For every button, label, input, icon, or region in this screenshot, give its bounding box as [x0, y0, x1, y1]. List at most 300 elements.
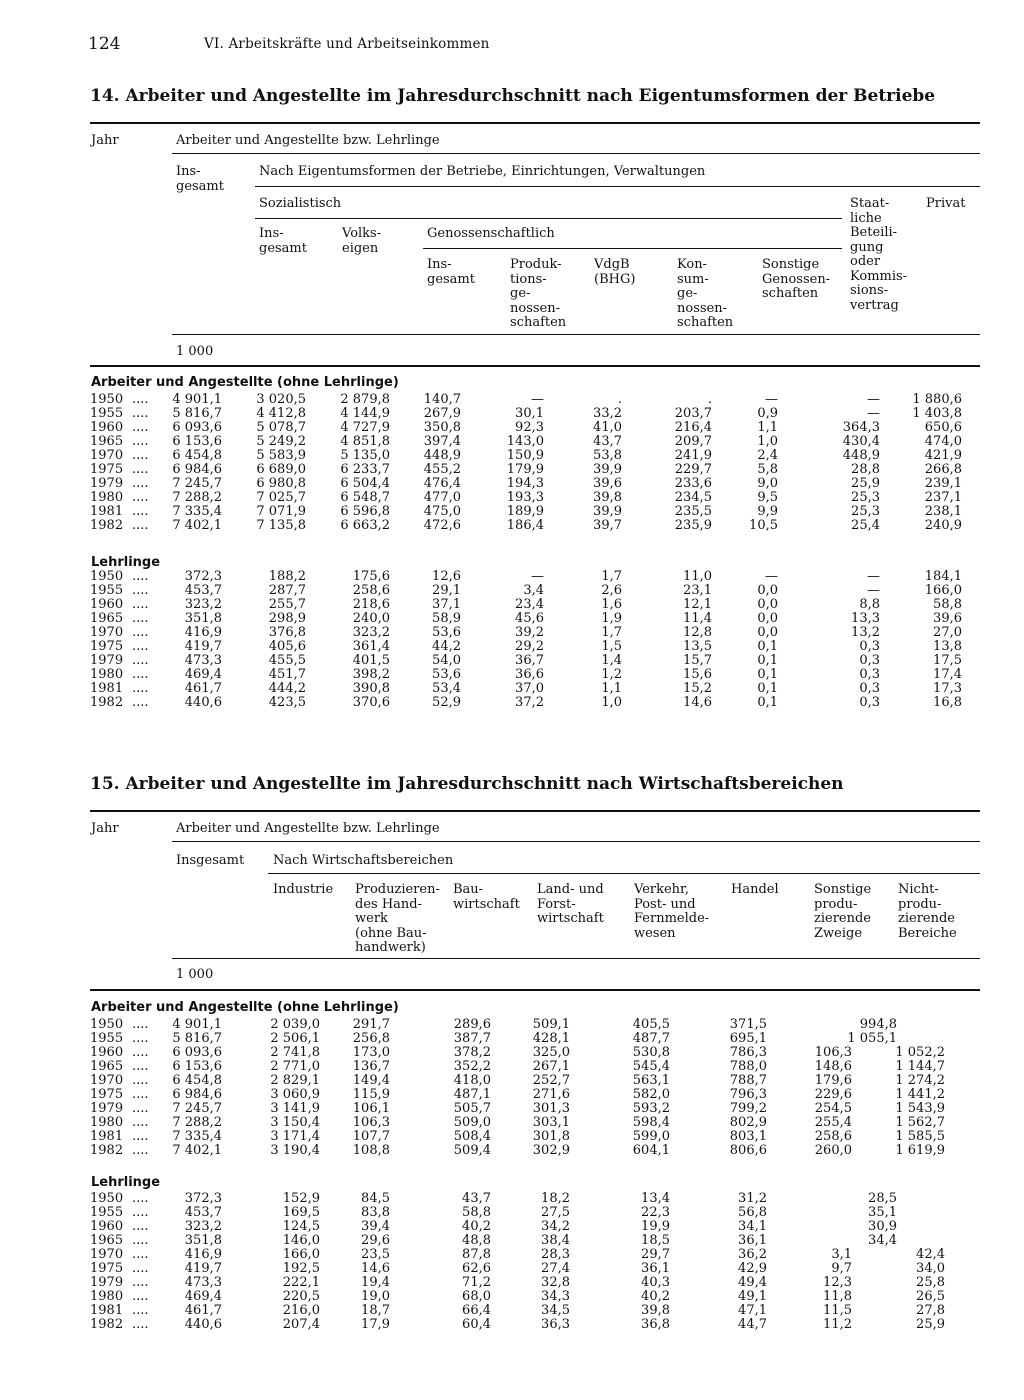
rule	[90, 122, 980, 124]
table-cell: 7 071,9	[256, 504, 306, 519]
table-cell: 444,2	[268, 681, 306, 696]
table-cell: 29,6	[361, 1233, 390, 1248]
table-cell: 184,1	[924, 569, 962, 584]
table-cell: 37,1	[432, 597, 461, 612]
year-cell: 1982	[90, 695, 124, 710]
header-line: schaften	[677, 315, 734, 330]
table-cell: 17,9	[361, 1317, 390, 1332]
table-cell: —	[867, 583, 880, 598]
leader-dots: ....	[132, 1129, 149, 1144]
table-cell: 2,4	[757, 448, 778, 463]
table-cell: 509,1	[532, 1017, 570, 1032]
year-cell: 1965	[90, 1059, 124, 1074]
leader-dots: ....	[132, 1101, 149, 1116]
table-cell: 440,6	[184, 1317, 222, 1332]
table-cell: 13,2	[851, 625, 880, 640]
table-cell: 0,1	[757, 695, 778, 710]
table-cell: 22,3	[641, 1205, 670, 1220]
table-cell: 258,6	[352, 583, 390, 598]
table-cell: 2 829,1	[270, 1073, 320, 1088]
table-cell: 7 025,7	[256, 490, 306, 505]
table-cell: —	[867, 406, 880, 421]
table-cell: 1,4	[601, 653, 622, 668]
leader-dots: ....	[132, 1247, 149, 1262]
section-label: Lehrlinge	[91, 1175, 161, 1190]
table-cell: 271,6	[532, 1087, 570, 1102]
table-cell: 6 980,8	[256, 476, 306, 491]
table-cell: 7 288,2	[172, 490, 222, 505]
table-cell: 42,4	[916, 1247, 945, 1262]
table-cell: 36,1	[738, 1233, 767, 1248]
table-cell: 12,3	[823, 1275, 852, 1290]
table-cell: 994,8	[859, 1017, 897, 1032]
table-cell: 124,5	[282, 1219, 320, 1234]
table-cell: 19,4	[361, 1275, 390, 1290]
table-cell: 209,7	[674, 434, 712, 449]
table-cell: 17,4	[933, 667, 962, 682]
header-line: ge-	[677, 286, 698, 301]
table-cell: 234,5	[674, 490, 712, 505]
table-cell: 418,0	[453, 1073, 491, 1088]
table-cell: 222,1	[282, 1275, 320, 1290]
table-cell: 323,2	[184, 597, 222, 612]
table-row	[90, 696, 980, 710]
table-cell: —	[867, 392, 880, 407]
col-handwerk	[355, 883, 440, 956]
table-cell: 0,0	[757, 597, 778, 612]
year-cell: 1970	[90, 625, 124, 640]
header-line: werk	[355, 911, 388, 926]
header-line: schaften	[510, 315, 567, 330]
year-cell: 1982	[90, 1143, 124, 1158]
year-cell: 1950	[90, 569, 124, 584]
table-cell: 25,3	[851, 504, 880, 519]
year-cell: 1970	[90, 1073, 124, 1088]
col-sonstige-zweige	[814, 883, 871, 941]
table-cell: 12,6	[432, 569, 461, 584]
table-cell: 193,3	[506, 490, 544, 505]
table-row	[90, 463, 980, 477]
year-cell: 1975	[90, 1261, 124, 1276]
table-cell: 6 984,6	[172, 462, 222, 477]
table-cell: 13,8	[933, 639, 962, 654]
table-cell: 803,1	[729, 1129, 767, 1144]
table-cell: 173,0	[352, 1045, 390, 1060]
header-line: gesamt	[427, 271, 475, 287]
table-cell: 25,8	[916, 1275, 945, 1290]
table-cell: 39,8	[641, 1303, 670, 1318]
rule	[90, 365, 980, 367]
table-cell: 416,9	[184, 1247, 222, 1262]
table-cell: 509,4	[453, 1143, 491, 1158]
table-cell: 56,8	[738, 1205, 767, 1220]
table-cell: 6 153,6	[172, 1059, 222, 1074]
table-cell: 6 454,8	[172, 1073, 222, 1088]
table-cell: 52,9	[432, 695, 461, 710]
table-cell: 451,7	[268, 667, 306, 682]
table-cell: 796,3	[729, 1087, 767, 1102]
table-cell: 397,4	[423, 434, 461, 449]
table-row	[90, 1018, 980, 1032]
table-cell: 37,0	[515, 681, 544, 696]
table-cell: 220,5	[282, 1289, 320, 1304]
table-cell: 39,6	[593, 476, 622, 491]
table-cell: 140,7	[423, 392, 461, 407]
table-cell: 39,7	[593, 518, 622, 533]
table-cell: 169,5	[282, 1205, 320, 1220]
table-cell: 108,8	[352, 1143, 390, 1158]
table-cell: 455,5	[268, 653, 306, 668]
table-cell: 39,4	[361, 1219, 390, 1234]
header-line: Bereiche	[898, 925, 957, 941]
table-cell: 44,2	[432, 639, 461, 654]
table-cell: —	[531, 392, 544, 407]
table-row	[90, 1074, 980, 1088]
table-cell: 150,9	[506, 448, 544, 463]
table-cell: 3 171,4	[270, 1129, 320, 1144]
table-cell: 33,2	[593, 406, 622, 421]
table-cell: 62,6	[462, 1261, 491, 1276]
rule	[255, 186, 980, 187]
table-row	[90, 1060, 980, 1074]
header-line: produ-	[898, 896, 942, 912]
header-line: zierende	[814, 911, 871, 926]
table-cell: 416,9	[184, 625, 222, 640]
table-row	[90, 1262, 980, 1276]
table-cell: 107,7	[352, 1129, 390, 1144]
table-cell: 5 078,7	[256, 420, 306, 435]
table-cell: 42,9	[738, 1261, 767, 1276]
table-row	[90, 491, 980, 505]
table-cell: 421,9	[924, 448, 962, 463]
table-cell: 39,9	[593, 504, 622, 519]
table-cell: 5,8	[757, 462, 778, 477]
table-cell: 83,8	[361, 1205, 390, 1220]
header-line: (BHG)	[594, 271, 636, 287]
table-cell: 472,6	[423, 518, 461, 533]
table-cell: 351,8	[184, 611, 222, 626]
table-cell: 27,4	[541, 1261, 570, 1276]
col-insgesamt	[176, 165, 224, 194]
table-cell: 17,3	[933, 681, 962, 696]
unit-label: 1 000	[176, 967, 214, 982]
table-cell: 1 562,7	[895, 1115, 945, 1130]
table-cell: 0,9	[757, 406, 778, 421]
table-cell: 1,0	[601, 695, 622, 710]
table-cell: 6 689,0	[256, 462, 306, 477]
table-row	[90, 1248, 980, 1262]
table-cell: 13,4	[641, 1191, 670, 1206]
table-cell: 2 506,1	[270, 1031, 320, 1046]
unit-label: 1 000	[176, 344, 214, 359]
table-row	[90, 668, 980, 682]
running-head: VI. Arbeitskräfte und Arbeitseinkommen	[204, 36, 490, 52]
table-cell: 36,1	[641, 1261, 670, 1276]
table-cell: 0,3	[859, 653, 880, 668]
table-cell: 41,0	[593, 420, 622, 435]
table-cell: 1 619,9	[895, 1143, 945, 1158]
table-cell: 563,1	[632, 1073, 670, 1088]
year-cell: 1975	[90, 462, 124, 477]
leader-dots: ....	[132, 1317, 149, 1332]
table-cell: 461,7	[184, 1303, 222, 1318]
table-cell: 419,7	[184, 639, 222, 654]
header-line: (ohne Bau-	[355, 925, 427, 941]
table-row	[90, 1116, 980, 1130]
table-cell: 0,3	[859, 639, 880, 654]
table-cell: 0,1	[757, 681, 778, 696]
table-cell: 440,6	[184, 695, 222, 710]
table-cell: 49,1	[738, 1289, 767, 1304]
table-cell: 361,4	[352, 639, 390, 654]
header-line: Genossen-	[762, 271, 831, 287]
header-line: nossen-	[677, 300, 728, 316]
table-cell: 1,6	[601, 597, 622, 612]
table-cell: 218,6	[352, 597, 390, 612]
table-cell: 15,7	[683, 653, 712, 668]
col-sonstige-genossenschaften	[762, 258, 830, 302]
table-row	[90, 584, 980, 598]
table-cell: 267,1	[532, 1059, 570, 1074]
table-cell: 25,9	[851, 476, 880, 491]
header-line: liche	[850, 210, 882, 226]
col-industrie: Industrie	[273, 882, 334, 897]
table-cell: 258,6	[814, 1129, 852, 1144]
leader-dots: ....	[132, 490, 149, 505]
leader-dots: ....	[132, 1303, 149, 1318]
table-row	[90, 598, 980, 612]
table-cell: 372,3	[184, 1191, 222, 1206]
table-row	[90, 1276, 980, 1290]
table-cell: 49,4	[738, 1275, 767, 1290]
table-row	[90, 1192, 980, 1206]
table-cell: 3 020,5	[256, 392, 306, 407]
table-cell: .	[617, 392, 622, 407]
table-cell: 0,0	[757, 625, 778, 640]
header-line: sum-	[677, 271, 709, 287]
table-cell: 1 055,1	[847, 1031, 897, 1046]
table-cell: 32,8	[541, 1275, 570, 1290]
table-cell: 53,6	[432, 667, 461, 682]
table-cell: 25,3	[851, 490, 880, 505]
table-cell: 4 727,9	[340, 420, 390, 435]
table-cell: 1,2	[601, 667, 622, 682]
table-cell: 0,1	[757, 639, 778, 654]
header-line: zierende	[898, 911, 955, 926]
table-cell: 545,4	[632, 1059, 670, 1074]
table-cell: 136,7	[352, 1059, 390, 1074]
table-cell: 27,8	[916, 1303, 945, 1318]
col-nichtproduzierende-bereiche	[898, 883, 957, 941]
table-cell: 448,9	[423, 448, 461, 463]
table-cell: 194,3	[506, 476, 544, 491]
table-cell: 44,7	[738, 1317, 767, 1332]
table-cell: 238,1	[924, 504, 962, 519]
table-cell: 34,3	[541, 1289, 570, 1304]
table-cell: 3,4	[523, 583, 544, 598]
header-nach-eigentumsformen: Nach Eigentumsformen der Betriebe, Einrichtungen, Verwaltungen	[259, 164, 706, 179]
table-cell: 240,0	[352, 611, 390, 626]
table-cell: 27,0	[933, 625, 962, 640]
table-row	[90, 1304, 980, 1318]
table-cell: 11,5	[823, 1303, 852, 1318]
header-line: Produk-	[510, 257, 562, 272]
table-cell: 0,1	[757, 667, 778, 682]
table-row	[90, 505, 980, 519]
header-line: Ins-	[427, 257, 452, 272]
table-cell: 289,6	[453, 1017, 491, 1032]
table-cell: 106,3	[814, 1045, 852, 1060]
table-cell: 7 402,1	[172, 1143, 222, 1158]
header-main: Arbeiter und Angestellte bzw. Lehrlinge	[176, 821, 440, 836]
table-cell: 13,5	[683, 639, 712, 654]
table-cell: 53,8	[593, 448, 622, 463]
table-cell: 323,2	[184, 1219, 222, 1234]
header-line: Ins-	[176, 164, 201, 179]
table-cell: 34,5	[541, 1303, 570, 1318]
col-handel: Handel	[731, 882, 779, 897]
table-cell: 786,3	[729, 1045, 767, 1060]
header-line: Ins-	[259, 226, 284, 241]
table-cell: 31,2	[738, 1191, 767, 1206]
leader-dots: ....	[132, 583, 149, 598]
leader-dots: ....	[132, 1045, 149, 1060]
header-line: wirtschaft	[537, 911, 604, 926]
table-cell: 9,5	[757, 490, 778, 505]
table-row	[90, 640, 980, 654]
table-cell: 19,0	[361, 1289, 390, 1304]
year-cell: 1979	[90, 653, 124, 668]
table-cell: 34,1	[738, 1219, 767, 1234]
table-cell: 106,1	[352, 1101, 390, 1116]
year-cell: 1980	[90, 1115, 124, 1130]
year-cell: 1979	[90, 476, 124, 491]
year-cell: 1960	[90, 1045, 124, 1060]
table-cell: 453,7	[184, 1205, 222, 1220]
table-cell: 364,3	[842, 420, 880, 435]
table-cell: 39,2	[515, 625, 544, 640]
table-cell: 40,2	[462, 1219, 491, 1234]
table-cell: 39,9	[593, 462, 622, 477]
table-row	[90, 1144, 980, 1158]
col-konsumgenossenschaften	[677, 258, 733, 331]
table-cell: 29,2	[515, 639, 544, 654]
table-cell: —	[867, 569, 880, 584]
table-cell: 254,5	[814, 1101, 852, 1116]
leader-dots: ....	[132, 639, 149, 654]
table-cell: 301,3	[532, 1101, 570, 1116]
table-cell: 26,5	[916, 1289, 945, 1304]
header-line: VdgB	[594, 257, 630, 272]
table-row	[90, 1088, 980, 1102]
table-cell: 695,1	[729, 1031, 767, 1046]
table-cell: 36,7	[515, 653, 544, 668]
rule	[268, 873, 980, 874]
table-cell: 473,3	[184, 653, 222, 668]
header-nach-wirtschaftsbereichen: Nach Wirtschaftsbereichen	[273, 853, 454, 868]
year-cell: 1979	[90, 1275, 124, 1290]
table-cell: 350,8	[423, 420, 461, 435]
table-cell: 788,7	[729, 1073, 767, 1088]
table-cell: 241,9	[674, 448, 712, 463]
table-cell: 47,1	[738, 1303, 767, 1318]
rule	[172, 153, 980, 154]
table-cell: 143,0	[506, 434, 544, 449]
table-cell: 40,3	[641, 1275, 670, 1290]
table-row	[90, 407, 980, 421]
table-cell: 6 093,6	[172, 1045, 222, 1060]
table-cell: 582,0	[632, 1087, 670, 1102]
table-cell: 508,4	[453, 1129, 491, 1144]
year-cell: 1955	[90, 1205, 124, 1220]
table-cell: 650,6	[924, 420, 962, 435]
year-cell: 1981	[90, 681, 124, 696]
table-cell: 469,4	[184, 667, 222, 682]
table-cell: 216,4	[674, 420, 712, 435]
table-cell: 2 879,8	[340, 392, 390, 407]
table-row	[90, 435, 980, 449]
table-cell: 203,7	[674, 406, 712, 421]
table-cell: 239,1	[924, 476, 962, 491]
table-cell: 405,5	[632, 1017, 670, 1032]
table-cell: 2 771,0	[270, 1059, 320, 1074]
leader-dots: ....	[132, 597, 149, 612]
leader-dots: ....	[132, 518, 149, 533]
header-line: gung	[850, 239, 884, 255]
year-cell: 1965	[90, 1233, 124, 1248]
table-cell: 487,7	[632, 1031, 670, 1046]
table-cell: 1 543,9	[895, 1101, 945, 1116]
leader-dots: ....	[132, 1115, 149, 1130]
table-cell: 2 741,8	[270, 1045, 320, 1060]
header-line: wesen	[634, 925, 676, 941]
leader-dots: ....	[132, 476, 149, 491]
table-cell: 5 816,7	[172, 406, 222, 421]
table-cell: 192,5	[282, 1261, 320, 1276]
table-row	[90, 519, 980, 533]
header-sozialistisch: Sozialistisch	[259, 196, 342, 211]
year-cell: 1981	[90, 1303, 124, 1318]
leader-dots: ....	[132, 462, 149, 477]
table-cell: 179,9	[506, 462, 544, 477]
table-cell: 29,7	[641, 1247, 670, 1262]
table-cell: 149,4	[352, 1073, 390, 1088]
table-15-title: 15. Arbeiter und Angestellte im Jahresdurchschnitt nach Wirtschaftsbereichen	[90, 774, 844, 794]
table-cell: 788,0	[729, 1059, 767, 1074]
header-line: Land- und	[537, 882, 604, 897]
table-cell: 148,6	[814, 1059, 852, 1074]
header-line: Forst-	[537, 896, 576, 912]
table-row	[90, 1130, 980, 1144]
leader-dots: ....	[132, 1087, 149, 1102]
table-cell: 23,4	[515, 597, 544, 612]
table-cell: 66,4	[462, 1303, 491, 1318]
leader-dots: ....	[132, 695, 149, 710]
table-cell: 25,9	[916, 1317, 945, 1332]
table-cell: 469,4	[184, 1289, 222, 1304]
header-genossenschaftlich: Genossenschaftlich	[427, 226, 555, 241]
table-cell: 36,3	[541, 1317, 570, 1332]
table-cell: 28,8	[851, 462, 880, 477]
table-cell: 152,9	[282, 1191, 320, 1206]
table-cell: 1,0	[757, 434, 778, 449]
table-cell: 6 093,6	[172, 420, 222, 435]
year-cell: 1981	[90, 1129, 124, 1144]
table-cell: 1,9	[601, 611, 622, 626]
table-cell: 36,2	[738, 1247, 767, 1262]
leader-dots: ....	[132, 611, 149, 626]
col-land-forstwirtschaft	[537, 883, 604, 927]
